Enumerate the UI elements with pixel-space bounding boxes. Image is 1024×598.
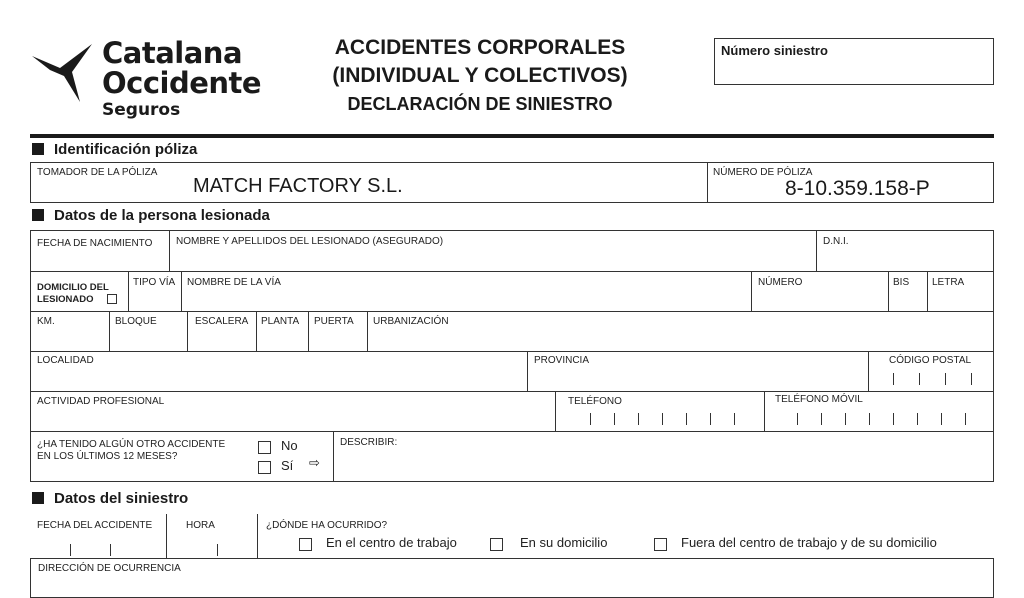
domicile-label-line-2: LESIONADO xyxy=(37,294,94,305)
stairs-field[interactable] xyxy=(188,311,256,351)
policy-number-label: NÚMERO DE PÓLIZA xyxy=(713,167,813,178)
accident-date-label: FECHA DEL ACCIDENTE xyxy=(37,520,153,531)
arrow-right-icon: ⇨ xyxy=(309,456,320,471)
describe-label: DESCRIBIR: xyxy=(340,437,398,448)
where-other-label: Fuera del centro de trabajo y de su domicilio xyxy=(681,535,937,550)
letter-label: LETRA xyxy=(932,277,965,288)
form-title-line-2: (INDIVIDUAL Y COLECTIVOS) xyxy=(332,64,628,87)
dni-field[interactable] xyxy=(817,231,993,271)
mobile-label: TELÉFONO MÓVIL xyxy=(775,394,863,405)
address-label: DIRECCIÓN DE OCURRENCIA xyxy=(38,563,181,574)
digit-tick xyxy=(590,413,591,425)
where-home-checkbox[interactable] xyxy=(490,538,503,551)
policy-number-value[interactable]: 8-10.359.158-P xyxy=(785,177,930,200)
prev-accident-question-line-2: EN LOS ÚLTIMOS 12 MESES? xyxy=(37,451,178,462)
floor-label: PLANTA xyxy=(261,316,300,327)
postal-code-field[interactable] xyxy=(869,351,993,391)
locality-field[interactable] xyxy=(31,351,527,391)
policy-holder-value[interactable]: MATCH FACTORY S.L. xyxy=(193,175,403,197)
locality-label: LOCALIDAD xyxy=(37,355,94,366)
birth-date-label: FECHA DE NACIMIENTO xyxy=(37,238,153,249)
street-number-field[interactable] xyxy=(752,271,888,311)
col-divider xyxy=(257,514,258,558)
bis-label: BIS xyxy=(893,277,910,288)
digit-tick xyxy=(686,413,687,425)
street-number-label: NÚMERO xyxy=(758,277,803,288)
birth-date-field[interactable] xyxy=(31,231,169,271)
digit-tick xyxy=(821,413,822,425)
policy-row xyxy=(30,162,994,203)
where-question: ¿DÓNDE HA OCURRIDO? xyxy=(266,520,388,531)
prev-accident-no-label: No xyxy=(281,438,298,453)
logo-text-catalana: Catalana xyxy=(102,36,243,70)
phone-field[interactable] xyxy=(556,391,764,431)
section-title-person-text: Datos de la persona lesionada xyxy=(54,207,270,224)
prev-accident-yes-checkbox[interactable] xyxy=(258,461,271,474)
km-field[interactable] xyxy=(31,311,109,351)
profession-label: ACTIVIDAD PROFESIONAL xyxy=(37,396,165,407)
street-type-label: TIPO VÍA xyxy=(133,277,176,288)
header-divider xyxy=(30,134,994,138)
hour-field[interactable] xyxy=(167,512,257,558)
section-title-incident xyxy=(32,490,188,507)
claim-number-box[interactable] xyxy=(714,38,994,85)
section-title-incident-text: Datos del siniestro xyxy=(54,490,189,507)
digit-tick xyxy=(638,413,639,425)
postal-code-label: CÓDIGO POSTAL xyxy=(889,355,972,366)
bis-field[interactable] xyxy=(889,271,927,311)
digit-tick xyxy=(845,413,846,425)
digit-tick xyxy=(70,544,71,556)
phone-label: TELÉFONO xyxy=(568,396,622,407)
prev-accident-yes-label: Sí xyxy=(281,458,294,473)
full-name-label: NOMBRE Y APELLIDOS DEL LESIONADO (ASEGURADO) xyxy=(176,236,444,247)
urbanization-label: URBANIZACIÓN xyxy=(373,316,449,327)
logo-text-occidente: Occidente xyxy=(102,66,262,100)
mobile-field[interactable] xyxy=(765,391,993,431)
person-block xyxy=(30,230,994,482)
where-other-checkbox[interactable] xyxy=(654,538,667,551)
describe-field[interactable] xyxy=(334,431,993,481)
floor-field[interactable] xyxy=(257,311,308,351)
accident-date-field[interactable] xyxy=(30,512,166,558)
where-work-label: En el centro de trabajo xyxy=(326,535,457,550)
door-field[interactable] xyxy=(309,311,367,351)
digit-tick xyxy=(941,413,942,425)
policy-holder-label: TOMADOR DE LA PÓLIZA xyxy=(37,167,158,178)
company-logo xyxy=(30,38,260,128)
digit-tick xyxy=(945,373,946,385)
prev-accident-question-line-1: ¿HA TENIDO ALGÚN OTRO ACCIDENTE xyxy=(37,439,226,450)
digit-tick xyxy=(893,373,894,385)
stairs-label: ESCALERA xyxy=(195,316,249,327)
street-type-field[interactable] xyxy=(129,271,181,311)
letter-field[interactable] xyxy=(928,271,993,311)
form-title-line-1: ACCIDENTES CORPORALES xyxy=(334,36,626,59)
digit-tick xyxy=(917,413,918,425)
logo-text-seguros: Seguros xyxy=(102,100,181,120)
digit-tick xyxy=(965,413,966,425)
full-name-field[interactable] xyxy=(170,231,816,271)
prev-accident-no-checkbox[interactable] xyxy=(258,441,271,454)
km-label: KM. xyxy=(37,316,55,327)
digit-tick xyxy=(919,373,920,385)
door-label: PUERTA xyxy=(314,316,354,327)
dni-label: D.N.I. xyxy=(823,236,849,247)
address-field[interactable] xyxy=(30,558,994,598)
policy-divider xyxy=(707,163,708,202)
digit-tick xyxy=(869,413,870,425)
digit-tick xyxy=(710,413,711,425)
domicile-label-line-1: DOMICILIO DEL xyxy=(37,282,109,293)
digit-tick xyxy=(797,413,798,425)
block-label: BLOQUE xyxy=(115,316,157,327)
logo-mark-icon xyxy=(30,42,102,106)
digit-tick xyxy=(662,413,663,425)
province-field[interactable] xyxy=(528,351,868,391)
digit-tick xyxy=(614,413,615,425)
section-title-person xyxy=(32,207,270,224)
digit-tick xyxy=(734,413,735,425)
section-title-policy-text: Identificación póliza xyxy=(54,141,198,158)
block-field[interactable] xyxy=(110,311,187,351)
profession-field[interactable] xyxy=(31,391,555,431)
digit-tick xyxy=(893,413,894,425)
section-title-policy xyxy=(32,141,197,158)
street-name-field[interactable] xyxy=(182,271,751,311)
claim-number-label: Número siniestro xyxy=(721,43,828,58)
province-label: PROVINCIA xyxy=(534,355,590,366)
domicile-checkbox[interactable] xyxy=(107,294,117,304)
where-work-checkbox[interactable] xyxy=(299,538,312,551)
digit-tick xyxy=(971,373,972,385)
street-name-label: NOMBRE DE LA VÍA xyxy=(187,277,281,288)
digit-tick xyxy=(110,544,111,556)
hour-label: HORA xyxy=(186,520,215,531)
where-home-label: En su domicilio xyxy=(520,535,608,550)
urbanization-field[interactable] xyxy=(368,311,993,351)
digit-tick xyxy=(217,544,218,556)
form-title-line-3: DECLARACIÓN DE SINIESTRO xyxy=(347,94,613,114)
